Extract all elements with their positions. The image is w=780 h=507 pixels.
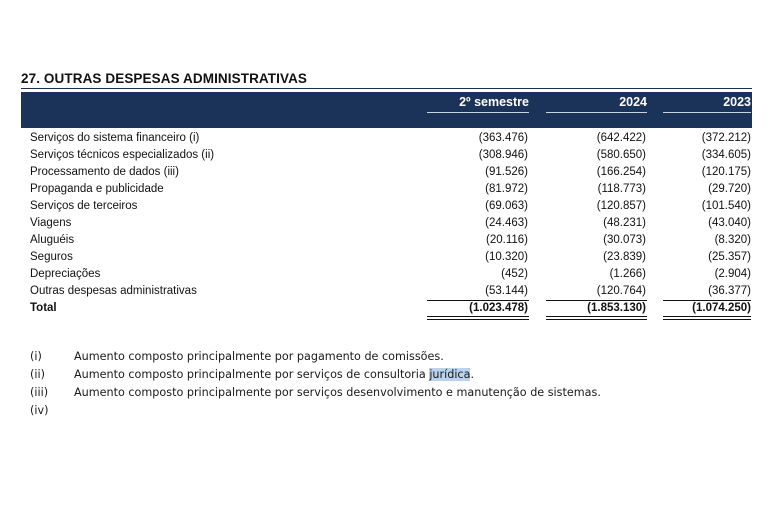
- row-label: Depreciações: [30, 268, 101, 280]
- footnotes: [30, 348, 750, 420]
- footnote-text: Aumento composto principalmente por serviços desenvolvimento e manutenção de sistemas.: [74, 386, 601, 399]
- row-value-2024: (642.422): [596, 132, 646, 144]
- row-value-2023: (101.540): [701, 200, 751, 212]
- row-value-semester: (452): [501, 268, 528, 280]
- text-selection-highlight[interactable]: jurídica: [429, 368, 471, 381]
- row-value-2023: (2.904): [714, 268, 751, 280]
- total-double-rule: [427, 316, 529, 317]
- total-top-rule: [546, 300, 647, 301]
- row-value-2024: (48.231): [603, 217, 646, 229]
- total-top-rule: [663, 300, 751, 301]
- row-value-2023: (43.040): [708, 217, 751, 229]
- table-row: [30, 147, 752, 164]
- row-value-semester: (81.972): [485, 183, 528, 195]
- table-row: [30, 198, 752, 215]
- row-value-2023: (334.605): [701, 149, 751, 161]
- row-label: Processamento de dados (iii): [30, 166, 179, 178]
- row-value-2024: (118.773): [597, 183, 646, 195]
- row-value-2023: (29.720): [708, 183, 751, 195]
- footnote-text-start: Aumento composto principalmente por serviços de consultoria: [74, 368, 430, 381]
- total-double-rule: [663, 316, 751, 317]
- table-row: [30, 283, 752, 300]
- total-double-rule: [663, 319, 751, 320]
- table-row: [30, 266, 752, 283]
- total-row: [30, 300, 752, 317]
- row-value-2023: (372.212): [701, 132, 751, 144]
- column-header-2024: 2024: [546, 95, 647, 113]
- row-value-2023: (120.175): [701, 166, 751, 178]
- row-value-semester: (53.144): [485, 285, 528, 297]
- table-row: [30, 215, 752, 232]
- table-row: [30, 181, 752, 198]
- footnote-text: [74, 366, 474, 384]
- row-label: Viagens: [30, 217, 72, 229]
- footnote: [30, 384, 750, 402]
- total-value-2023: (1.074.250): [692, 302, 751, 314]
- column-header-semester: 2º semestre: [427, 95, 529, 113]
- total-value-2024: (1.853.130): [587, 302, 646, 314]
- row-label: Serviços de terceiros: [30, 200, 138, 212]
- column-header-2023: 2023: [663, 95, 751, 113]
- row-value-semester: (10.320): [485, 251, 528, 263]
- row-value-2024: (580.650): [596, 149, 646, 161]
- row-value-2023: (36.377): [708, 285, 751, 297]
- row-value-2024: (120.857): [596, 200, 646, 212]
- total-top-rule: [427, 300, 529, 301]
- total-value-semester: (1.023.478): [469, 302, 528, 314]
- footnote-marker: (i): [30, 350, 42, 363]
- footnote-marker: (ii): [30, 368, 45, 381]
- row-value-2023: (25.357): [708, 251, 751, 263]
- total-double-rule: [427, 319, 529, 320]
- footnote: [30, 348, 750, 366]
- row-value-semester: (363.476): [478, 132, 528, 144]
- table-row: [30, 130, 752, 147]
- row-label: Aluguéis: [30, 234, 75, 246]
- table-row: [30, 232, 752, 249]
- row-value-2024: (120.764): [596, 285, 646, 297]
- footnote: [30, 402, 750, 420]
- footnote-marker: (iv): [30, 404, 49, 417]
- row-label: Outras despesas administrativas: [30, 285, 197, 297]
- row-label: Seguros: [30, 251, 73, 263]
- row-value-2024: (1.266): [609, 268, 646, 280]
- total-label: Total: [30, 302, 57, 314]
- footnote-text: Aumento composto principalmente por pagamento de comissões.: [74, 350, 444, 363]
- expense-table-body: [30, 130, 752, 317]
- footnote-text-end: .: [470, 368, 474, 381]
- title-rule: [21, 88, 752, 89]
- row-label: Propaganda e publicidade: [30, 183, 164, 195]
- table-row: [30, 164, 752, 181]
- total-double-rule: [546, 316, 647, 317]
- section-title: 27. OUTRAS DESPESAS ADMINISTRATIVAS: [21, 71, 308, 86]
- footnote: [30, 366, 750, 384]
- total-double-rule: [546, 319, 647, 320]
- row-value-semester: (308.946): [478, 149, 528, 161]
- row-label: Serviços técnicos especializados (ii): [30, 149, 215, 161]
- row-value-2023: (8.320): [714, 234, 751, 246]
- row-value-2024: (166.254): [596, 166, 646, 178]
- row-value-semester: (20.116): [486, 234, 528, 246]
- row-value-semester: (69.063): [485, 200, 528, 212]
- footnote-marker: (iii): [30, 386, 49, 399]
- row-value-semester: (24.463): [485, 217, 528, 229]
- row-value-semester: (91.526): [485, 166, 528, 178]
- table-row: [30, 249, 752, 266]
- row-label: Serviços do sistema financeiro (i): [30, 132, 200, 144]
- row-value-2024: (30.073): [603, 234, 646, 246]
- row-value-2024: (23.839): [603, 251, 646, 263]
